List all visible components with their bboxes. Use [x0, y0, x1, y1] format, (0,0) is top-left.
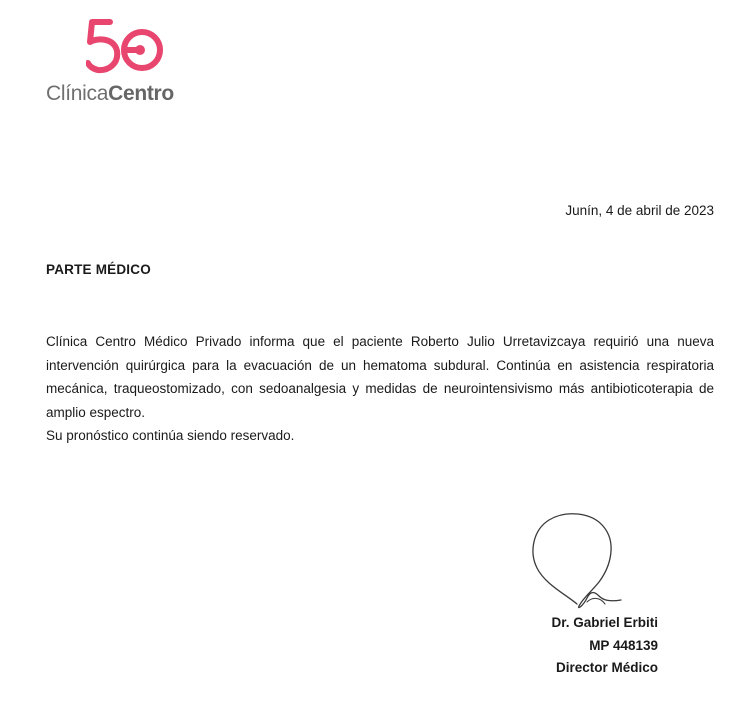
report-paragraph: Clínica Centro Médico Privado informa que el paciente Roberto Julio Urretavizcaya requirió una nueva intervención quirúrgica para la evacuación de un hematoma subdural. Continúa en asistencia respiratoria mecánica, traqueostomizado, con sedoanalgesia y medidas de neurointensivismo más antibioticoterapia de amplio espectro.	[46, 334, 714, 420]
signer-role: Director Médico	[555, 660, 658, 675]
prognosis-line: Su pronóstico continúa siendo reservado.	[46, 428, 295, 443]
signer-block	[551, 612, 658, 680]
signer-license: MP 448139	[589, 637, 658, 653]
clinic-logo	[44, 18, 214, 110]
document-date: Junín, 4 de abril de 2023	[565, 203, 714, 218]
logo-word-light: Clínica	[46, 82, 109, 105]
logo-word-bold: Centro	[108, 82, 174, 105]
handwritten-signature	[525, 508, 645, 618]
logo-50-mark	[86, 18, 164, 74]
document-body	[46, 330, 714, 448]
document-title: PARTE MÉDICO	[46, 262, 151, 277]
logo-wordmark	[46, 82, 174, 106]
signer-name: Dr. Gabriel Erbiti	[551, 615, 658, 630]
